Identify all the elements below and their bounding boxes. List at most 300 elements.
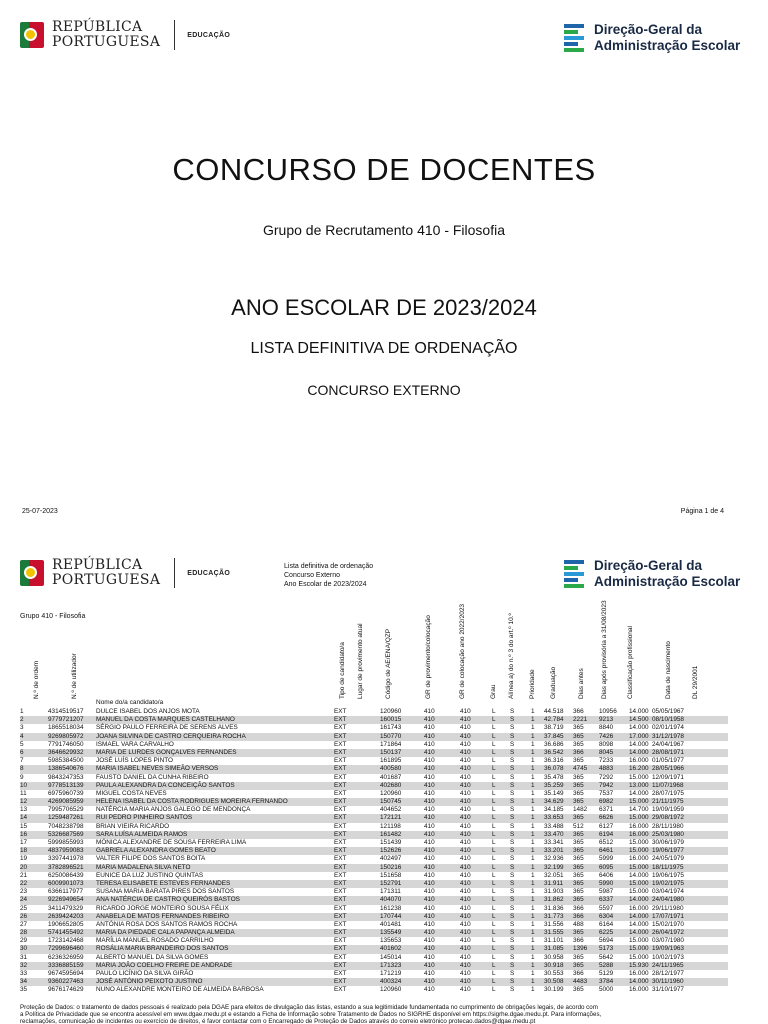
cell-classificacao: 15.000: [629, 814, 649, 822]
cell-nome: JOSÉ ANTÓNIO PEIXOTO JUSTINO: [96, 978, 203, 986]
cell-classificacao: 15.000: [629, 839, 649, 846]
cell-grau: L: [492, 855, 496, 863]
logo-left-line1: REPÚBLICA: [52, 557, 143, 573]
cell-classificacao: 14.000: [629, 740, 649, 748]
cell-tipo: EXT: [334, 814, 347, 822]
cell-gr-prov: 410: [424, 732, 435, 740]
cell-alinea: S: [510, 830, 515, 838]
cell-classificacao: 14.000: [629, 896, 649, 904]
cell-utilizador: 9779721207: [48, 716, 84, 724]
cell-codigo: 171219: [380, 970, 402, 977]
cell-gr-col: 410: [460, 781, 471, 789]
cell-classificacao: 16.000: [629, 830, 649, 838]
cell-grau: L: [492, 961, 496, 969]
footer-line3: reclamações, comunicação de incidentes ou exercício de direitos, é favor contactar com o Encarregado de Proteção de Dados através do correio eletrónico protecao.dados@dgae.medu.pt: [20, 1018, 536, 1024]
cell-alinea: S: [510, 929, 515, 937]
cell-gr-prov: 410: [424, 896, 435, 904]
cell-ordem: 13: [20, 806, 28, 814]
cell-nome: ALBERTO MANUEL DA SILVA GOMES: [96, 953, 209, 961]
cell-grau: L: [492, 879, 496, 887]
cell-ordem: 15: [20, 822, 28, 830]
cell-data-nasc: 28/08/1971: [652, 748, 684, 756]
cell-alinea: S: [510, 855, 515, 863]
cell-grau: L: [492, 732, 496, 740]
cell-ordem: 11: [20, 789, 27, 797]
cell-classificacao: 14.000: [629, 978, 649, 986]
cell-data-nasc: 24/11/1965: [652, 961, 684, 969]
cell-classificacao: 14.500: [629, 716, 649, 724]
cell-graduacao: 44.518: [544, 708, 564, 715]
cell-codigo: 401602: [380, 945, 402, 953]
cell-classificacao: 14.000: [629, 708, 649, 715]
cell-prioridade: 1: [531, 953, 535, 961]
cell-grau: L: [492, 839, 496, 846]
cell-gr-col: 410: [460, 937, 471, 945]
cell-data-nasc: 28/11/1980: [652, 822, 684, 830]
cell-dias-antes: 4483: [573, 978, 588, 986]
cell-codigo: 161895: [380, 757, 402, 765]
cell-dias-apos: 8840: [599, 724, 614, 732]
cell-data-nasc: 01/05/1977: [652, 757, 684, 765]
cell-dias-antes: 4745: [573, 765, 588, 773]
cell-gr-prov: 410: [424, 863, 435, 871]
cell-nome: SARA LUÍSA ALMEIDA RAMOS: [96, 830, 188, 838]
cell-prioridade: 1: [531, 855, 535, 863]
cell-data-nasc: 19/06/1975: [652, 871, 684, 879]
cell-prioridade: 1: [531, 806, 535, 814]
cell-prioridade: 1: [531, 937, 535, 945]
cell-gr-col: 410: [460, 757, 471, 765]
cell-ordem: 9: [20, 773, 24, 781]
cell-utilizador: 6236326959: [48, 953, 84, 961]
cell-gr-prov: 410: [424, 986, 435, 994]
cell-ordem: 22: [20, 879, 28, 887]
cell-classificacao: 16.000: [629, 855, 649, 863]
cell-ordem: 28: [20, 929, 28, 937]
cell-ordem: 26: [20, 912, 28, 920]
cell-dias-antes: 365: [573, 773, 584, 781]
cell-alinea: S: [510, 757, 515, 765]
cell-tipo: EXT: [334, 757, 347, 765]
cell-prioridade: 1: [531, 757, 535, 765]
cell-prioridade: 1: [531, 798, 535, 806]
cell-gr-col: 410: [460, 806, 471, 814]
col-header-ordem: N.º de ordem: [33, 660, 40, 699]
cell-nome: MIGUEL COSTA NEVES: [96, 789, 167, 797]
cell-classificacao: 15.000: [629, 937, 649, 945]
cell-nome: HELENA ISABEL DA COSTA RODRIGUES MOREIRA FERNANDO: [96, 798, 288, 806]
cell-utilizador: 1723142468: [48, 937, 84, 945]
cell-dias-antes: 365: [573, 757, 584, 765]
cell-utilizador: 6975960739: [48, 789, 84, 797]
col-header-classificacao: Classificação profissional: [627, 626, 634, 699]
cell-utilizador: 6366117977: [48, 888, 84, 896]
cell-nome: RUI PEDRO PINHEIRO SANTOS: [96, 814, 193, 822]
cell-utilizador: 3782896521: [48, 863, 84, 871]
cell-alinea: S: [510, 945, 515, 953]
cell-ordem: 23: [20, 888, 28, 896]
cell-prioridade: 1: [531, 748, 535, 756]
cell-alinea: S: [510, 937, 515, 945]
cell-dias-antes: 365: [573, 798, 584, 806]
cell-classificacao: 14.000: [629, 724, 649, 732]
cell-gr-col: 410: [460, 879, 471, 887]
cell-data-nasc: 15/02/1970: [652, 920, 684, 928]
cell-classificacao: 15.000: [629, 888, 649, 896]
cell-data-nasc: 29/11/1980: [652, 904, 684, 912]
cell-dias-apos: 6512: [599, 839, 614, 846]
cell-classificacao: 15.000: [629, 847, 649, 855]
cell-classificacao: 15.000: [629, 879, 649, 887]
cell-graduacao: 33.653: [544, 814, 564, 822]
cell-alinea: S: [510, 781, 515, 789]
cell-grau: L: [492, 937, 496, 945]
cell-alinea: S: [510, 708, 515, 715]
table-row: [20, 741, 728, 749]
cell-nome: MARIA DE LURDES GONÇALVES FERNANDES: [96, 748, 237, 756]
cell-ordem: 24: [20, 896, 28, 904]
cell-codigo: 161743: [380, 724, 402, 732]
cell-data-nasc: 28/12/1977: [652, 970, 684, 977]
cell-prioridade: 1: [531, 814, 535, 822]
cell-gr-prov: 410: [424, 781, 435, 789]
cell-data-nasc: 21/11/1975: [652, 798, 684, 806]
cell-tipo: EXT: [334, 888, 347, 896]
cell-utilizador: 5741455492: [48, 929, 84, 937]
cell-gr-col: 410: [460, 970, 471, 977]
cell-tipo: EXT: [334, 716, 347, 724]
table-row: [20, 790, 728, 798]
footer-line2: a Política de Privacidade que se encontra acessível em www.dgae.medu.pt e estando a Ficha de Informação sobre Tratamento de Dados no SIGRHE disponível em https://sigrhe.dgae.medu.pt. Para informações,: [20, 1011, 602, 1018]
cell-codigo: 170744: [380, 912, 402, 920]
cell-nome: SÉRGIO PAULO FERREIRA DE SERENS ALVES: [96, 724, 238, 732]
table-row: [20, 765, 728, 773]
cell-grau: L: [492, 920, 496, 928]
table-row: [20, 831, 728, 839]
cell-dias-apos: 7233: [599, 757, 614, 765]
cell-gr-prov: 410: [424, 830, 435, 838]
cell-dias-antes: 365: [573, 732, 584, 740]
cell-data-nasc: 08/10/1958: [652, 716, 684, 724]
cell-nome: SUSANA MARIA BARATA PIRES DOS SANTOS: [96, 888, 235, 896]
col-header-dias-antes: Dias antes: [578, 668, 585, 699]
logo-right-line1: Direção-Geral da: [594, 558, 703, 573]
page2-meta: [284, 562, 373, 589]
cell-grau: L: [492, 912, 496, 920]
cell-graduacao: 36.686: [544, 740, 564, 748]
cell-alinea: S: [510, 978, 515, 986]
cell-graduacao: 31.556: [544, 920, 564, 928]
cell-data-nasc: 10/02/1973: [652, 953, 684, 961]
cell-codigo: 152626: [380, 847, 402, 855]
cell-codigo: 404652: [380, 806, 402, 814]
cell-prioridade: 1: [531, 929, 535, 937]
cell-classificacao: 16.000: [629, 822, 649, 830]
cell-dias-antes: 512: [573, 822, 584, 830]
cell-ordem: 25: [20, 904, 28, 912]
cell-gr-prov: 410: [424, 847, 435, 855]
cell-ordem: 29: [20, 937, 28, 945]
cell-prioridade: 1: [531, 871, 535, 879]
cell-ordem: 4: [20, 732, 24, 740]
cell-gr-col: 410: [460, 863, 471, 871]
data-protection-footer: [20, 1004, 748, 1024]
cell-codigo: 400324: [380, 978, 402, 986]
logo-left-tag: EDUCAÇÃO: [187, 569, 231, 577]
cell-codigo: 120960: [380, 789, 402, 797]
cell-dias-antes: 365: [573, 986, 584, 994]
cell-data-nasc: 12/09/1971: [652, 773, 684, 781]
cell-dias-antes: 365: [573, 863, 584, 871]
table-row: [20, 945, 728, 953]
cell-prioridade: 1: [531, 920, 535, 928]
cell-utilizador: 9226949654: [48, 896, 84, 904]
cell-dias-apos: 8045: [599, 748, 614, 756]
table-row: [20, 708, 728, 716]
cell-nome: FAUSTO DANIEL DA CUNHA RIBEIRO: [96, 773, 209, 781]
cell-nome: ANA NATÉRCIA DE CASTRO QUEIRÓS BASTOS: [96, 896, 240, 904]
cell-data-nasc: 28/05/1966: [652, 765, 684, 773]
cell-gr-col: 410: [460, 904, 471, 912]
cell-tipo: EXT: [334, 904, 347, 912]
cell-nome: BRIAN VIEIRA RICARDO: [96, 822, 170, 830]
cell-prioridade: 1: [531, 781, 535, 789]
cell-dias-apos: 7942: [599, 781, 614, 789]
cell-tipo: EXT: [334, 765, 347, 773]
cell-alinea: S: [510, 961, 515, 969]
cell-data-nasc: 29/08/1972: [652, 814, 684, 822]
cell-nome: MANUEL DA COSTA MARQUES CASTELHANO: [96, 716, 235, 724]
cell-tipo: EXT: [334, 773, 347, 781]
logo-left-line1: REPÚBLICA: [52, 19, 143, 35]
cell-codigo: 402680: [380, 781, 402, 789]
cell-gr-col: 410: [460, 896, 471, 904]
cell-dias-antes: 2221: [573, 716, 588, 724]
cell-dias-apos: 6127: [599, 822, 614, 830]
cell-alinea: S: [510, 986, 515, 994]
cell-codigo: 150137: [380, 748, 402, 756]
cell-gr-col: 410: [460, 945, 471, 953]
cell-grau: L: [492, 806, 496, 814]
cell-ordem: 34: [20, 978, 28, 986]
cell-data-nasc: 26/04/1972: [652, 929, 684, 937]
cell-grau: L: [492, 814, 496, 822]
cell-grau: L: [492, 708, 496, 715]
cell-data-nasc: 19/02/1975: [652, 879, 684, 887]
cell-gr-prov: 410: [424, 724, 435, 732]
cell-utilizador: 9676174629: [48, 986, 84, 994]
cell-dias-apos: 5999: [599, 855, 614, 863]
table-row: [20, 839, 728, 847]
cell-data-nasc: 03/04/1974: [652, 888, 684, 896]
cell-nome: GABRIELA ALEXANDRA GOMES BEATO: [96, 847, 216, 855]
cell-gr-col: 410: [460, 920, 471, 928]
cell-classificacao: 16.200: [629, 765, 649, 773]
cell-dias-antes: 365: [573, 855, 584, 863]
cell-prioridade: 1: [531, 724, 535, 732]
cell-nome: TERESA ELISABETE ESTEVES FERNANDES: [96, 879, 231, 887]
cell-dias-antes: 365: [573, 961, 584, 969]
cell-prioridade: 1: [531, 863, 535, 871]
cell-dias-apos: 6194: [599, 830, 614, 838]
cell-ordem: 1: [20, 708, 24, 715]
cell-dias-apos: 8098: [599, 740, 614, 748]
cell-data-nasc: 31/10/1977: [652, 986, 684, 994]
cell-dias-apos: 6304: [599, 912, 614, 920]
cell-tipo: EXT: [334, 855, 347, 863]
cell-gr-prov: 410: [424, 748, 435, 756]
cell-graduacao: 42.784: [544, 716, 564, 724]
cell-codigo: 171311: [380, 888, 401, 896]
cell-grau: L: [492, 953, 496, 961]
cell-graduacao: 33.488: [544, 822, 564, 830]
cell-gr-col: 410: [460, 814, 471, 822]
cell-dias-apos: 5694: [599, 937, 614, 945]
document-date: 25-07-2023: [22, 508, 58, 515]
cell-graduacao: 36.542: [544, 748, 564, 756]
cell-graduacao: 35.259: [544, 781, 564, 789]
cell-ordem: 35: [20, 986, 28, 994]
logo-divider: [174, 20, 175, 50]
cell-alinea: S: [510, 888, 515, 896]
cell-tipo: EXT: [334, 863, 347, 871]
cell-ordem: 27: [20, 920, 28, 928]
cell-gr-col: 410: [460, 798, 471, 806]
col-header-prioridade: Prioridade: [529, 669, 536, 699]
cell-utilizador: 4314519517: [48, 708, 84, 715]
cell-dias-antes: 365: [573, 839, 584, 846]
table-row: [20, 855, 728, 863]
table-row: [20, 880, 728, 888]
cell-utilizador: 9360227463: [48, 978, 84, 986]
cell-dias-apos: 5000: [599, 986, 614, 994]
table-row: [20, 749, 728, 757]
table-row: [20, 986, 728, 994]
cell-data-nasc: 05/05/1967: [652, 708, 684, 715]
cell-prioridade: 1: [531, 986, 535, 994]
cell-ordem: 32: [20, 961, 28, 969]
cell-graduacao: 31.862: [544, 896, 564, 904]
cell-dias-antes: 1482: [573, 806, 588, 814]
cell-codigo: 135549: [380, 929, 402, 937]
cell-nome: PAULO LICÍNIO DA SILVA GIRÃO: [96, 970, 194, 977]
cell-gr-col: 410: [460, 822, 471, 830]
logo-left-tag: EDUCAÇÃO: [187, 31, 231, 39]
ranking-table: [20, 708, 728, 995]
cell-gr-prov: 410: [424, 937, 435, 945]
cell-classificacao: 17.000: [629, 732, 649, 740]
cell-prioridade: 1: [531, 822, 535, 830]
cell-classificacao: 14.000: [629, 912, 649, 920]
cell-codigo: 120960: [380, 708, 402, 715]
cell-tipo: EXT: [334, 937, 347, 945]
table-row: [20, 905, 728, 913]
cell-graduacao: 38.719: [544, 724, 564, 732]
cell-graduacao: 30.553: [544, 970, 564, 977]
cell-dias-antes: 366: [573, 937, 584, 945]
cell-alinea: S: [510, 822, 515, 830]
cell-dias-apos: 5642: [599, 953, 614, 961]
cell-graduacao: 32.051: [544, 871, 564, 879]
cell-grau: L: [492, 888, 496, 896]
cell-gr-prov: 410: [424, 904, 435, 912]
table-row: [20, 724, 728, 732]
logo-divider: [174, 558, 175, 588]
col-header-nome: Nome do/a candidato/a: [96, 699, 164, 706]
cell-tipo: EXT: [334, 912, 347, 920]
cell-tipo: EXT: [334, 945, 347, 953]
cell-data-nasc: 28/07/1975: [652, 789, 684, 797]
cell-prioridade: 1: [531, 961, 535, 969]
cell-tipo: EXT: [334, 953, 347, 961]
cell-gr-col: 410: [460, 765, 471, 773]
cell-prioridade: 1: [531, 896, 535, 904]
table-row: [20, 978, 728, 986]
cell-dias-antes: 365: [573, 781, 584, 789]
col-header-gr-col: GR de colocação ano 2022/2023: [459, 603, 466, 699]
cell-codigo: 400580: [380, 765, 402, 773]
cell-ordem: 5: [20, 740, 24, 748]
cell-codigo: 151658: [380, 871, 402, 879]
portugal-crest-icon: [20, 20, 44, 50]
cell-dias-apos: 9213: [599, 716, 614, 724]
cell-ordem: 14: [20, 814, 28, 822]
cell-utilizador: 7995706529: [48, 806, 84, 814]
cell-codigo: 172121: [380, 814, 402, 822]
table-row: [20, 896, 728, 904]
cell-codigo: 161482: [380, 830, 402, 838]
cell-tipo: EXT: [334, 781, 347, 789]
cell-alinea: S: [510, 732, 515, 740]
cell-gr-col: 410: [460, 847, 471, 855]
cell-data-nasc: 17/07/1971: [652, 912, 684, 920]
cell-ordem: 6: [20, 748, 24, 756]
cell-grau: L: [492, 798, 496, 806]
cell-nome: PAULA ALEXANDRA DA CONCEIÇÃO SANTOS: [96, 781, 235, 789]
cell-gr-col: 410: [460, 888, 471, 896]
cell-nome: NUNO ALEXANDRE MONTEIRO DE ALMEIDA BARBOSA: [96, 986, 264, 994]
cell-gr-col: 410: [460, 708, 471, 715]
meta-line3: Ano Escolar de 2023/2024: [284, 581, 367, 588]
group-label: Grupo 410 - Filosofia: [20, 613, 86, 620]
cell-data-nasc: 03/07/1980: [652, 937, 684, 945]
document-subtitle: Grupo de Recrutamento 410 - Filosofia: [262, 222, 505, 238]
cell-ordem: 33: [20, 970, 28, 977]
cell-alinea: S: [510, 863, 515, 871]
dgae-logo: [564, 22, 740, 54]
col-header-grau: Grau: [490, 684, 497, 699]
cell-grau: L: [492, 929, 496, 937]
cell-alinea: S: [510, 798, 515, 806]
cell-gr-prov: 410: [424, 929, 435, 937]
school-year: ANO ESCOLAR DE 2023/2024: [231, 295, 537, 320]
cell-gr-col: 410: [460, 789, 471, 797]
cell-graduacao: 30.508: [544, 978, 564, 986]
cell-gr-prov: 410: [424, 912, 435, 920]
cell-prioridade: 1: [531, 912, 535, 920]
cell-data-nasc: 11/07/1968: [652, 781, 684, 789]
cell-alinea: S: [510, 879, 515, 887]
cell-nome: MARIA DA PIEDADE CALA PAPANÇA ALMEIDA: [96, 929, 235, 937]
cell-graduacao: 35.478: [544, 773, 564, 781]
cell-alinea: S: [510, 748, 515, 756]
cell-alinea: S: [510, 896, 515, 904]
cell-prioridade: 1: [531, 789, 535, 797]
cell-utilizador: 3411479329: [48, 904, 84, 912]
cell-utilizador: 1906652805: [48, 920, 84, 928]
col-header-tipo: Tipo de candidato/a: [339, 642, 346, 699]
cell-dias-apos: 4883: [599, 765, 614, 773]
